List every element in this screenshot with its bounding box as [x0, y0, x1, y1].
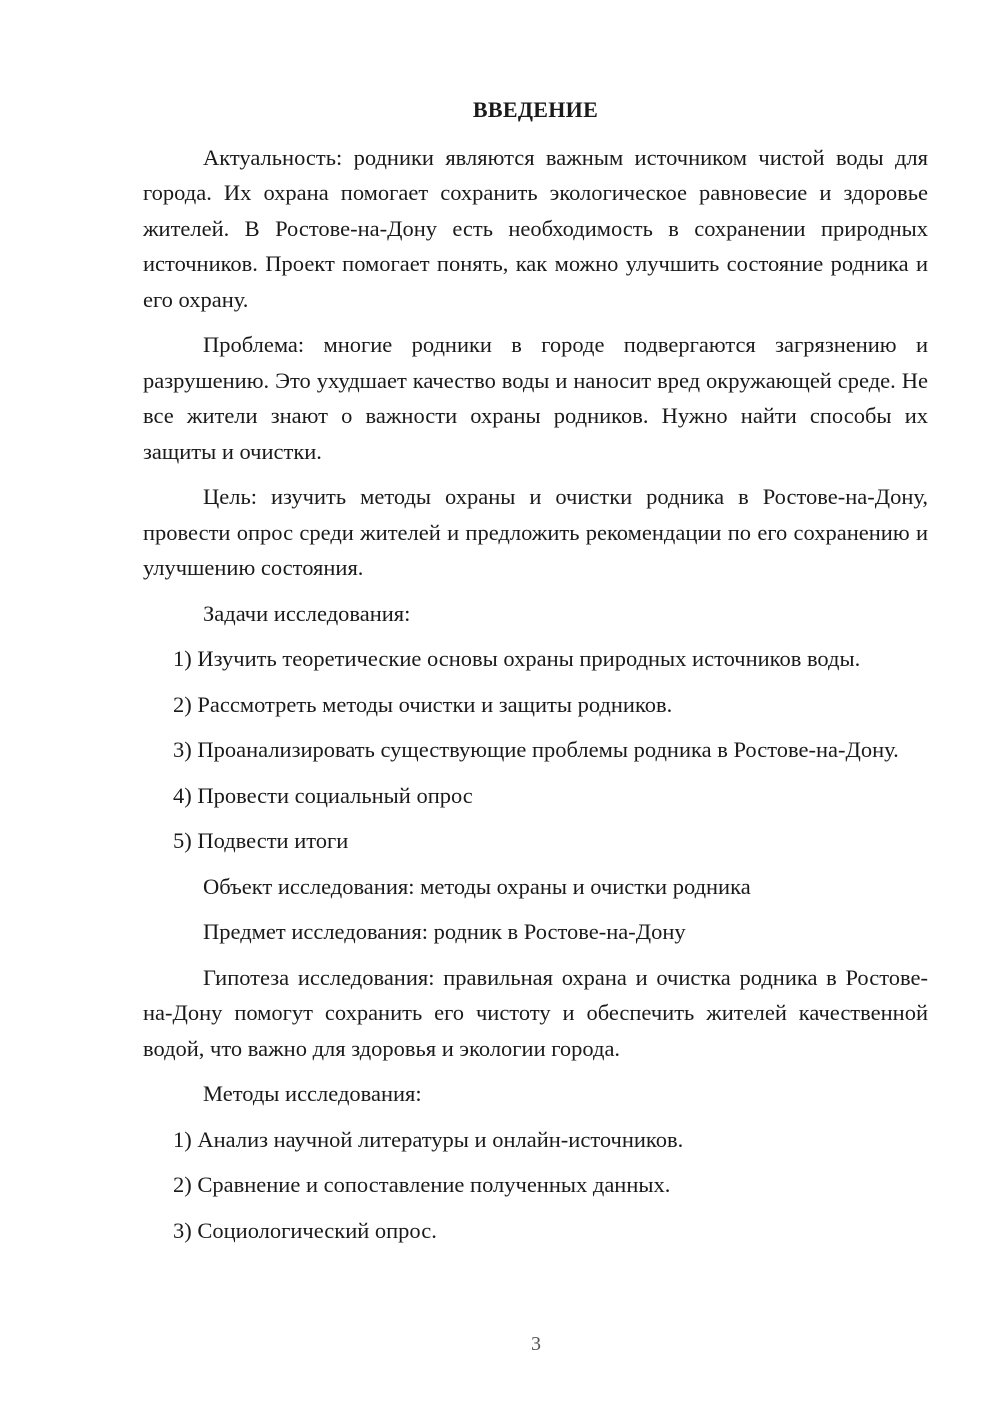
section-title: ВВЕДЕНИЕ [472, 97, 599, 122]
task-item: 4) Провести социальный опрос [173, 782, 473, 808]
relevance-paragraph: Актуальность: родники являются важным источником чистой воды для города. Их охрана помогает сохранить экологическое равновесие и здоровье жителей. В Ростове-на-Дону есть необходимость в сохранении природных источников. Проект помогает понять, как можно улучшить состояние родника и его охрану. [143, 144, 928, 312]
page-content [143, 92, 928, 1258]
task-item: 1) Изучить теоретические основы охраны природных источников воды. [173, 646, 861, 671]
problem-paragraph: Проблема: многие родники в городе подвергаются загрязнению и разрушению. Это ухудшает качество воды и наносит вред окружающей среде. Не все жители знают о важности охраны родников. Нужно найти способы их защиты и очистки. [143, 332, 928, 464]
method-item: 3) Социологический опрос. [173, 1217, 437, 1243]
task-item: 3) Проанализировать существующие проблемы родника в Ростове-на-Дону. [173, 737, 899, 762]
task-item: 5) Подвести итоги [173, 828, 349, 853]
method-item: 2) Сравнение и сопоставление полученных данных. [173, 1172, 671, 1197]
hypothesis-paragraph: Гипотеза исследования: правильная охрана и очистка родника в Ростове-на-Дону помогут сохранить его чистоту и обеспечить жителей качественной водой, что важно для здоровья и экологии города. [143, 964, 928, 1061]
method-item: 1) Анализ научной литературы и онлайн-источников. [173, 1126, 684, 1152]
page-number: 3 [531, 1333, 541, 1355]
methods-label: Методы исследования: [203, 1081, 422, 1106]
object-line: Объект исследования: методы охраны и очистки родника [203, 873, 751, 899]
subject-line: Предмет исследования: родник в Ростове-на-Дону [203, 919, 686, 944]
goal-paragraph: Цель: изучить методы охраны и очистки родника в Ростове-на-Дону, провести опрос среди жителей и предложить рекомендации по его сохранению и улучшению состояния. [143, 484, 928, 580]
tasks-label: Задачи исследования: [203, 600, 411, 626]
task-item: 2) Рассмотреть методы очистки и защиты родников. [173, 691, 673, 717]
